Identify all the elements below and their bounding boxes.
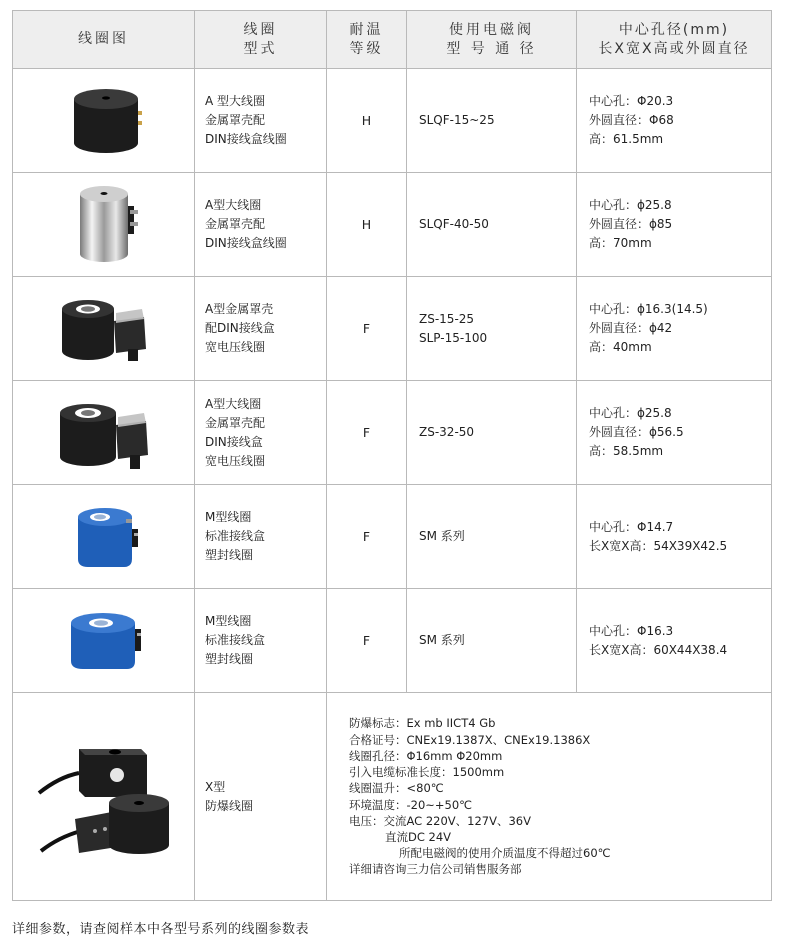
dimension-cell: 中心孔：Φ16.3 长X宽X高：60X44X38.4 <box>577 589 772 693</box>
coil-type-cell: A型大线圈 金属罩壳配 DIN接线盒 宽电压线圈 <box>195 381 327 485</box>
temp-class-cell: H <box>327 69 407 173</box>
temp-class-cell: F <box>327 589 407 693</box>
din-connector-coil-large-icon <box>44 391 164 475</box>
valve-model-cell: SLQF-15~25 <box>407 69 577 173</box>
table-header-row <box>13 11 772 69</box>
header-coil-image: 线圈图 <box>13 11 195 69</box>
temp-class-cell: F <box>327 485 407 589</box>
valve-model-cell: SM 系列 <box>407 485 577 589</box>
valve-model-cell: SLQF-40-50 <box>407 173 577 277</box>
valve-model-cell: ZS-15-25 SLP-15-100 <box>407 277 577 381</box>
valve-model-cell: SM 系列 <box>407 589 577 693</box>
blue-m-coil-large-icon <box>49 601 159 681</box>
coil-type-cell: X型 防爆线圈 <box>195 693 327 901</box>
table-row <box>13 589 772 693</box>
table-row-explosion-proof <box>13 693 772 901</box>
coil-type-cell: A 型大线圈 金属罩壳配 DIN接线盒线圈 <box>195 69 327 173</box>
coil-image-cell <box>13 589 195 693</box>
coil-image-cell <box>13 381 195 485</box>
footnote: 详细参数，请查阅样本中各型号系列的线圈参数表 <box>12 922 310 937</box>
header-dimensions: 中心孔径(mm) 长X宽X高或外圆直径 <box>577 11 772 69</box>
temp-class-cell: H <box>327 173 407 277</box>
temp-class-cell: F <box>327 277 407 381</box>
dimension-cell: 中心孔：ϕ16.3(14.5) 外圆直径：ϕ42 高：40mm <box>577 277 772 381</box>
explosion-proof-coil-icon <box>29 727 179 867</box>
coil-type-cell: A型大线圈 金属罩壳配 DIN接线盒线圈 <box>195 173 327 277</box>
coil-spec-table <box>12 10 772 901</box>
table-row <box>13 485 772 589</box>
coil-type-cell: M型线圈 标准接线盒 塑封线圈 <box>195 589 327 693</box>
table-row <box>13 381 772 485</box>
header-valve-model: 使用电磁阀 型 号 通 径 <box>407 11 577 69</box>
chrome-round-coil-icon <box>54 180 154 270</box>
table-row <box>13 69 772 173</box>
table-row <box>13 173 772 277</box>
coil-image-cell <box>13 173 195 277</box>
black-round-coil-icon <box>54 81 154 161</box>
dimension-cell: 中心孔：ϕ25.8 外圆直径：ϕ56.5 高：58.5mm <box>577 381 772 485</box>
header-temp-class: 耐温 等级 <box>327 11 407 69</box>
coil-type-cell: A型金属罩壳 配DIN接线盒 宽电压线圈 <box>195 277 327 381</box>
coil-image-cell <box>13 277 195 381</box>
header-coil-type: 线圈 型式 <box>195 11 327 69</box>
table-row <box>13 277 772 381</box>
coil-image-cell <box>13 69 195 173</box>
temp-class-cell: F <box>327 381 407 485</box>
dimension-cell: 中心孔：Φ20.3 外圆直径：Φ68 高：61.5mm <box>577 69 772 173</box>
coil-image-cell <box>13 485 195 589</box>
valve-model-cell: ZS-32-50 <box>407 381 577 485</box>
coil-type-cell: M型线圈 标准接线盒 塑封线圈 <box>195 485 327 589</box>
blue-m-coil-icon <box>54 497 154 577</box>
explosion-proof-spec-cell: 防爆标志：Ex mb IICT4 Gb 合格证号：CNEx19.1387X、CNEx19.1386X 线圈孔径：Φ16mm Φ20mm 引入电缆标准长度：1500mm 线圈温升：<80℃ 环境温度：-20~+50℃ 电压：交流AC 220V、127V、36V 直流DC 24V 所配电磁阀的使用介质温度不得超过60℃ 详细请咨询三力信公司销售服务部 <box>327 693 772 901</box>
din-connector-coil-icon <box>44 289 164 369</box>
coil-image-cell <box>13 693 195 901</box>
dimension-cell: 中心孔：Φ14.7 长X宽X高：54X39X42.5 <box>577 485 772 589</box>
dimension-cell: 中心孔：ϕ25.8 外圆直径：ϕ85 高：70mm <box>577 173 772 277</box>
